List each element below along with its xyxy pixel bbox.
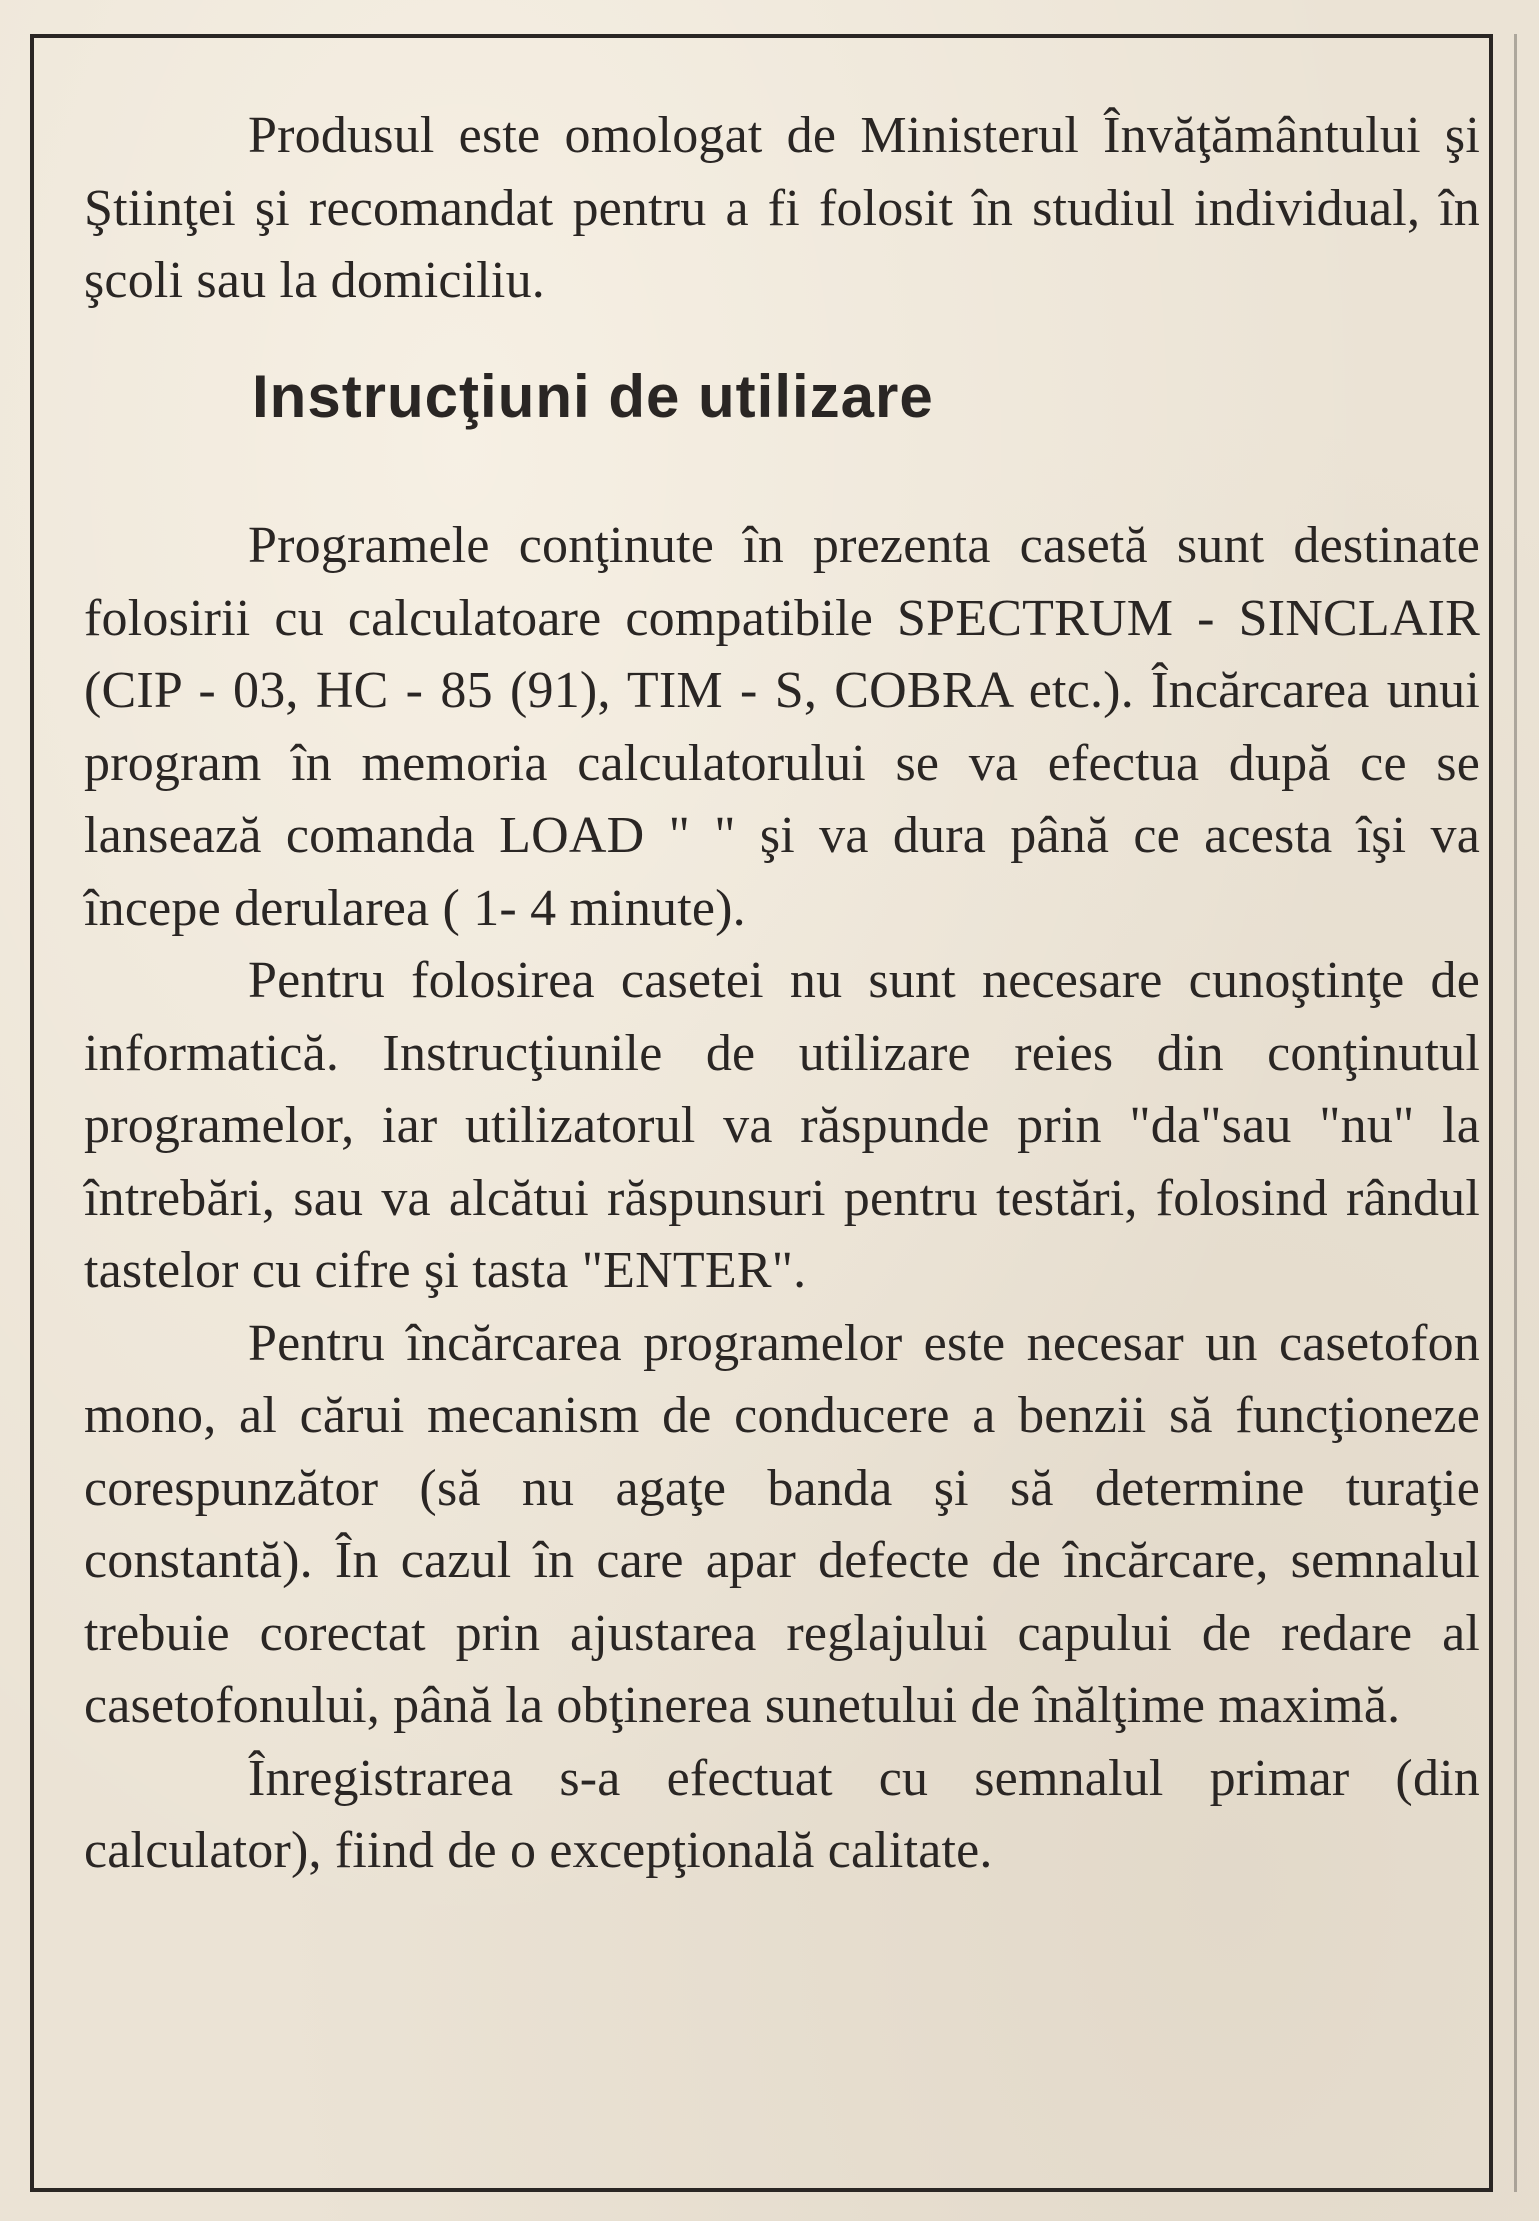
paragraph-recording: Înregistrarea s-a efectuat cu semnalul primar (din calculator), fiind de o excepţională calitate.: [84, 1749, 1480, 1879]
instructions-body: [84, 510, 1480, 1888]
border-shadow-line: [1514, 34, 1517, 2192]
intro-section: [84, 100, 1480, 318]
section-heading: Instrucţiuni de utilizare: [252, 363, 934, 430]
paragraph-usage: Pentru folosirea casetei nu sunt necesare cunoştinţe de informatică. Instrucţiunile de utilizare reies din conţinutul programelor, iar utilizatorul va răspunde prin "da"sau "nu" la întrebări, sau va alcătui răspunsuri pentru testări, folosind rândul tastelor cu cifre şi tasta "ENTER".: [84, 952, 1480, 1299]
paragraph-loading: Pentru încărcarea programelor este necesar un casetofon mono, al cărui mecanism de conducere a benzii să funcţioneze corespunzător (să nu agaţe banda şi să determine turaţie constantă). În cazul în care apar defecte de încărcare, semnalul trebuie corectat prin ajustarea reglajului capului de redare al casetofonului, până la obţinerea sunetului de înălţime maximă.: [84, 1314, 1480, 1734]
paragraph-compatibility: Programele conţinute în prezenta casetă sunt destinate folosirii cu calculatoare compatibile SPECTRUM - SINCLAIR (CIP - 03, HC - 85 (91), TIM - S, COBRA etc.). Încărcarea unui program în memoria calculatorului se va efectua după ce se lansează comanda LOAD " " şi va dura până ce acesta îşi va începe derularea ( 1- 4 minute).: [84, 517, 1480, 937]
intro-paragraph: Produsul este omologat de Ministerul Învăţământului şi Ştiinţei şi recomandat pentru a fi folosit în studiul individual, în şcoli sau la domiciliu.: [84, 107, 1480, 309]
